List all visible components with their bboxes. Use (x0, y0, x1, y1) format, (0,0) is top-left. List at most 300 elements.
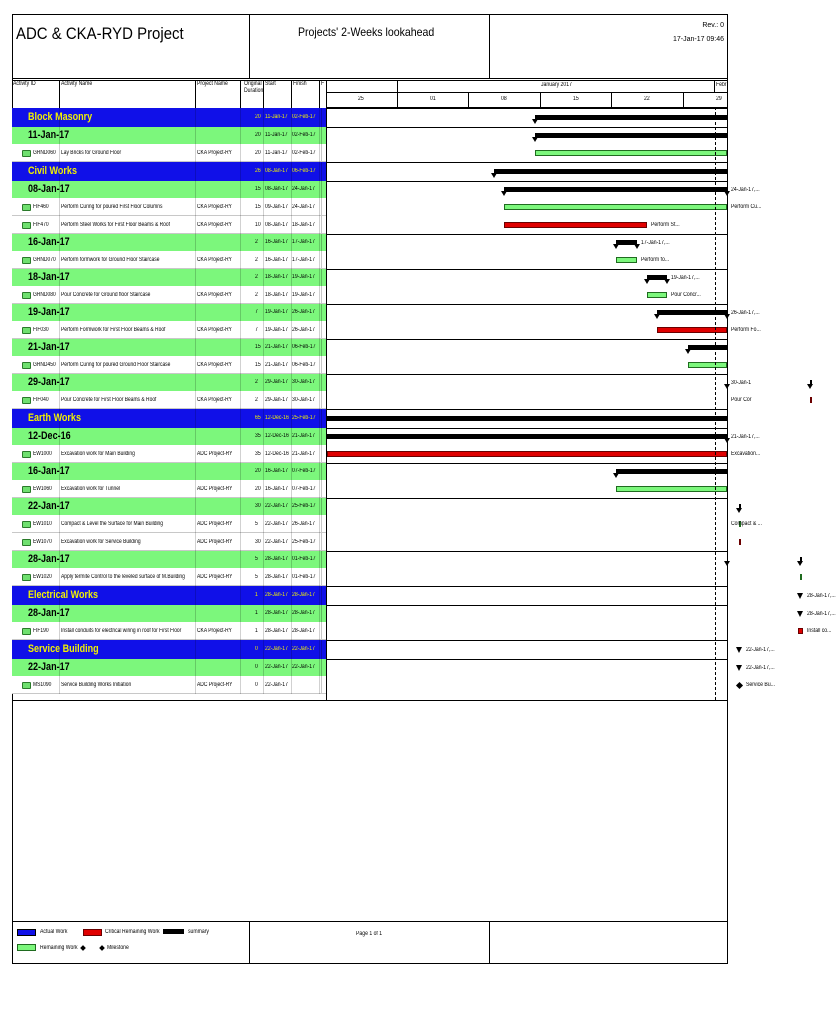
legend-critical-label: Critical Remaining Work (105, 929, 160, 935)
flag-cell (321, 391, 326, 408)
activity-id-cell: FIF040 (33, 397, 49, 403)
project-name-cell: CKA Project-RY (197, 628, 232, 634)
bar-label: Perform fo... (640, 257, 669, 263)
duration-cell: 0 (255, 682, 258, 688)
summary-cap-icon (532, 119, 538, 124)
data-date-line (715, 107, 716, 700)
start-cell: 12-Dec-16 (265, 451, 289, 457)
finish-cell: 18-Jan-17 (292, 222, 315, 228)
project-name-cell: CKA Project-RY (197, 150, 232, 156)
colhdr-sep (291, 80, 292, 108)
activity-id-cell: GRND450 (33, 362, 56, 368)
flag-cell (321, 251, 326, 268)
bar-label: 17-Jan-17,... (640, 240, 670, 246)
wbs-group-label: 22-Jan-17 (28, 500, 70, 512)
start-cell: 08-Jan-17 (265, 186, 288, 192)
duration-cell: 65 (255, 415, 261, 421)
activity-bar-icon (22, 397, 31, 404)
header-divider-v1 (249, 14, 250, 78)
summary-bar[interactable] (535, 133, 727, 138)
activity-id-cell: GRND070 (33, 257, 56, 263)
activity-id-cell: GRND060 (33, 150, 56, 156)
colhdr-sep (195, 80, 196, 108)
flag-cell (321, 162, 326, 181)
wbs-project-label: Electrical Works (28, 589, 99, 601)
flag-cell (321, 586, 326, 605)
timescale-week-tick (397, 92, 398, 107)
report-date: 17-Jan-17 09:46 (673, 36, 724, 43)
footer-sep1 (249, 921, 250, 964)
table-bottom-line (12, 700, 728, 701)
duration-cell: 15 (255, 204, 261, 210)
flag-cell (321, 515, 326, 532)
duration-cell: 26 (255, 168, 261, 174)
activity-name-cell: Perform Formwork for First Floor Beams & Roof (61, 327, 166, 333)
flag-cell (321, 551, 326, 568)
timescale-week-tick (540, 92, 541, 107)
bar-label: 24-Jan-17,... (731, 187, 760, 193)
start-cell: 28-Jan-17 (265, 610, 288, 616)
start-cell: 08-Jan-17 (265, 222, 288, 228)
bar-label: 30-Jan-1 (731, 380, 752, 386)
gantt-row-divider (327, 640, 727, 641)
activity-name-cell: Perform Steel Works for First Floor Beams & Roof (61, 222, 171, 228)
start-cell: 28-Jan-17 (265, 592, 288, 598)
duration-cell: 2 (255, 379, 258, 385)
duration-cell: 1 (255, 628, 258, 634)
critical-bar[interactable] (810, 397, 812, 403)
activity-bar-icon (22, 539, 31, 546)
start-cell: 08-Jan-17 (265, 168, 288, 174)
wbs-group-label: 16-Jan-17 (28, 236, 70, 248)
duration-cell: 1 (255, 592, 258, 598)
start-cell: 18-Jan-17 (265, 274, 288, 280)
start-cell: 09-Jan-17 (265, 204, 288, 210)
duration-cell: 35 (255, 451, 261, 457)
page-number: Page 1 of 1 (356, 931, 383, 937)
finish-cell: 24-Jan-17 (292, 204, 315, 210)
flag-cell (321, 198, 326, 215)
duration-cell: 5 (255, 574, 258, 580)
duration-cell: 15 (255, 362, 261, 368)
summary-bar[interactable] (494, 169, 727, 174)
activity-name-cell: Install conduits for electrical wiring in roof for First Floor (61, 628, 182, 634)
timescale-next-month: Febr (716, 82, 727, 88)
activity-id-cell: FIF470 (33, 222, 49, 228)
start-cell: 19-Jan-17 (265, 309, 288, 315)
activity-bar-icon (22, 257, 31, 264)
summary-cap-icon (664, 279, 670, 284)
start-cell: 29-Jan-17 (265, 379, 288, 385)
flag-cell (321, 127, 326, 144)
start-cell: 22-Jan-17 (265, 646, 288, 652)
start-cell: 19-Jan-17 (265, 327, 288, 333)
critical-bar[interactable] (327, 451, 727, 457)
gantt-row-divider (327, 108, 727, 109)
finish-cell: 06-Feb-17 (292, 344, 316, 350)
summary-cap-icon (724, 314, 730, 319)
colhdr-activity-id[interactable]: Activity ID (13, 81, 36, 87)
finish-cell: 19-Jan-17 (292, 274, 315, 280)
duration-cell: 0 (255, 664, 258, 670)
header-divider-v2 (489, 14, 490, 78)
duration-cell: 2 (255, 397, 258, 403)
remaining-bar[interactable] (688, 362, 727, 368)
activity-name-cell: Pour Concrete for First Floor Beams & Roof (61, 397, 157, 403)
bar-label: 28-Jan-17,... (807, 611, 836, 617)
bar-label: 26-Jan-17,... (731, 310, 760, 316)
activity-name-cell: Perform Curing for poured Ground Floor Staircase (61, 362, 171, 368)
finish-cell: 01-Feb-17 (292, 574, 316, 580)
footer-top-line (12, 921, 728, 922)
timescale-week-label: 08 (501, 96, 507, 102)
flag-cell (321, 108, 326, 127)
timescale-week-tick (611, 92, 612, 107)
timescale-week-tick (683, 92, 684, 107)
bar-label: 22-Jan-17,... (745, 647, 775, 653)
summary-cap-icon (685, 349, 691, 354)
activity-name-cell: Excavation work for Service Building (61, 539, 141, 545)
project-name-cell: CKA Project-RY (197, 327, 232, 333)
activity-bar-icon (22, 150, 31, 157)
duration-cell: 0 (255, 646, 258, 652)
project-name-cell: CKA Project-RY (197, 222, 232, 228)
project-name-cell: CKA Project-RY (197, 257, 232, 263)
critical-bar[interactable] (504, 222, 647, 228)
activity-id-cell: FIF190 (33, 628, 49, 634)
duration-cell: 20 (255, 132, 261, 138)
remaining-bar[interactable] (616, 486, 727, 492)
flag-cell (321, 374, 326, 391)
bar-label: 22-Jan-17,... (745, 665, 775, 671)
bar-label: Service Bu... (745, 682, 775, 688)
activity-id-cell: FIF460 (33, 204, 49, 210)
duration-cell: 15 (255, 186, 261, 192)
remaining-bar[interactable] (616, 257, 636, 263)
finish-cell: 02-Feb-17 (292, 132, 316, 138)
activity-bar-icon (22, 486, 31, 493)
remaining-bar[interactable] (535, 150, 727, 156)
flag-cell (321, 463, 326, 480)
bar-label: Pour Cor (731, 397, 752, 403)
finish-cell: 30-Jan-17 (292, 397, 315, 403)
legend-actual-label: Actual Work (40, 929, 68, 935)
summary-bar[interactable] (327, 416, 727, 421)
footer-sep2 (489, 921, 490, 964)
legend-actual-swatch (17, 929, 36, 936)
project-name-cell: ADC Project-RY (197, 521, 233, 527)
timescale-week-label: 01 (429, 96, 436, 102)
summary-cap-icon (654, 314, 660, 319)
project-name-cell: CKA Project-RY (197, 362, 232, 368)
activity-id-cell: EW1010 (33, 521, 52, 527)
gantt-row-divider (327, 463, 727, 464)
activity-id-cell: EW1000 (33, 451, 52, 457)
start-cell: 16-Jan-17 (265, 257, 288, 263)
wbs-project-label: Block Masonry (28, 111, 93, 123)
activity-name-cell: Apply termite Control to the leveled surface of M.Building (61, 574, 185, 580)
duration-cell: 20 (255, 486, 261, 492)
start-cell: 22-Jan-17 (265, 682, 288, 688)
finish-cell: 06-Feb-17 (292, 168, 316, 174)
summary-cap-icon (807, 384, 813, 389)
bar-label: 28-Jan-17,... (807, 593, 836, 599)
activity-id-cell: FIF030 (33, 327, 49, 333)
start-cell: 16-Jan-17 (265, 239, 288, 245)
summary-cap-icon (724, 561, 730, 566)
gantt-row-divider (327, 269, 727, 270)
gantt-row-divider (327, 659, 727, 660)
flag-cell (321, 304, 326, 321)
revision-label: Rev.: 0 (702, 22, 724, 29)
flag-cell (321, 409, 326, 428)
timescale-top (326, 80, 728, 81)
project-name-cell: CKA Project-RY (197, 292, 232, 298)
wbs-group-label: 28-Jan-17 (28, 553, 70, 565)
finish-cell: 28-Jan-17 (292, 592, 315, 598)
start-cell: 22-Jan-17 (265, 664, 288, 670)
summary-bar[interactable] (616, 469, 727, 474)
gantt-row-divider (327, 409, 727, 410)
colhdr-finish[interactable]: Finish (293, 81, 307, 87)
gantt-row-divider (327, 551, 727, 552)
summary-bar[interactable] (657, 310, 727, 315)
table-col-sep (59, 108, 60, 694)
bar-label: Perform St... (651, 222, 680, 228)
duration-cell: 10 (255, 222, 261, 228)
activity-name-cell: Perform formwork for Ground Floor Staircase (61, 257, 160, 263)
gantt-row-divider (327, 498, 727, 499)
colhdr-flag[interactable]: F (321, 81, 325, 87)
activity-id-cell: EW1060 (33, 486, 52, 492)
colhdr-orig-line2: Duration (244, 88, 264, 94)
flag-cell (321, 216, 326, 233)
activity-bar-icon (22, 204, 31, 211)
wbs-group-label: 11-Jan-17 (28, 129, 70, 141)
finish-cell: 19-Jan-17 (292, 292, 315, 298)
gantt-row-divider (327, 234, 727, 235)
activity-name-cell: Pour Concrete for Ground floor Staircase (61, 292, 151, 298)
activity-bar-icon (22, 451, 31, 458)
flag-cell (321, 356, 326, 373)
flag-cell (321, 640, 326, 659)
wbs-group-label: 08-Jan-17 (28, 183, 70, 195)
finish-cell: 26-Jan-17 (292, 521, 315, 527)
flag-cell (321, 144, 326, 161)
finish-cell: 30-Jan-17 (292, 379, 315, 385)
project-name-cell: ADC Project-RY (197, 682, 233, 688)
wbs-project-label: Civil Works (28, 165, 77, 177)
summary-cap-icon (644, 279, 650, 284)
activity-bar-icon (22, 521, 31, 528)
duration-cell: 2 (255, 257, 258, 263)
duration-cell: 2 (255, 292, 258, 298)
flag-cell (321, 568, 326, 585)
start-cell: 11-Jan-17 (265, 132, 288, 138)
milestone-icon[interactable] (797, 593, 803, 599)
flag-cell (321, 321, 326, 338)
start-cell: 22-Jan-17 (265, 521, 288, 527)
flag-cell (321, 605, 326, 622)
finish-cell: 25-Feb-17 (292, 539, 316, 545)
duration-cell: 5 (255, 521, 258, 527)
timescale-month-right (714, 80, 715, 92)
summary-cap-icon (797, 561, 803, 566)
gantt-row-divider (327, 586, 727, 587)
activity-name-cell: Perform Curing for poured First Floor Columns (61, 204, 163, 210)
summary-cap-icon (613, 244, 619, 249)
start-cell: 11-Jan-17 (265, 114, 288, 120)
wbs-group-label: 29-Jan-17 (28, 376, 70, 388)
activity-bar-icon (22, 362, 31, 369)
activity-name-cell: Lay Bricks for Ground Floor (61, 150, 122, 156)
project-title: ADC & CKA-RYD Project (16, 24, 184, 43)
flag-cell (321, 286, 326, 303)
wbs-project-label: Earth Works (28, 412, 81, 424)
bar-label: Perform Fo... (731, 327, 761, 333)
finish-cell: 21-Jan-17 (292, 433, 315, 439)
flag-cell (321, 622, 326, 639)
summary-bar[interactable] (535, 115, 727, 120)
bar-label: 19-Jan-17,... (671, 275, 701, 281)
wbs-group-label: 21-Jan-17 (28, 341, 70, 353)
summary-bar[interactable] (327, 434, 727, 439)
table-col-sep (291, 108, 292, 694)
finish-cell: 21-Jan-17 (292, 451, 315, 457)
remaining-bar[interactable] (504, 204, 727, 210)
activity-name-cell: Service Building Works Initiation (61, 682, 132, 688)
start-cell: 22-Jan-17 (265, 503, 288, 509)
legend-remaining-swatch (17, 944, 36, 951)
duration-cell: 1 (255, 610, 258, 616)
remaining-bar[interactable] (800, 574, 802, 580)
project-name-cell: ADC Project-RY (197, 451, 233, 457)
activity-bar-icon (22, 327, 31, 334)
duration-cell: 35 (255, 433, 261, 439)
colhdr-project-name[interactable]: Project Name (197, 81, 228, 87)
milestone-icon[interactable] (797, 611, 803, 617)
start-cell: 21-Jan-17 (265, 344, 288, 350)
activity-name-cell: Compact & Level the Surface for Main Building (61, 521, 164, 527)
bar-label: 21-Jan-17,... (731, 434, 760, 440)
activity-id-cell: EW1020 (33, 574, 52, 580)
flag-cell (321, 445, 326, 462)
flag-cell (321, 659, 326, 676)
colhdr-sep (319, 80, 320, 108)
critical-bar[interactable] (739, 539, 741, 545)
table-col-sep (240, 108, 241, 694)
legend-summary-swatch (163, 929, 184, 934)
summary-cap-icon (491, 173, 497, 178)
flag-cell (321, 339, 326, 356)
activity-name-cell: Excavation work for Main Building (61, 451, 135, 457)
wbs-group-label: 28-Jan-17 (28, 607, 70, 619)
summary-cap-icon (501, 191, 507, 196)
duration-cell: 15 (255, 344, 261, 350)
critical-bar[interactable] (798, 628, 803, 634)
activity-bar-icon (22, 574, 31, 581)
gantt-row-divider (327, 605, 727, 606)
activity-bar-icon (22, 682, 31, 689)
flag-cell (321, 269, 326, 286)
project-name-cell: ADC Project-RY (197, 486, 233, 492)
legend-critical-swatch (83, 929, 102, 936)
timescale-week-label: 29 (715, 96, 722, 102)
colhdr-original-duration[interactable] (244, 81, 263, 95)
summary-cap-icon (724, 438, 730, 443)
activity-id-cell: GRND080 (33, 292, 56, 298)
flag-cell (321, 428, 326, 445)
table-col-sep (319, 108, 320, 694)
timescale-month-left (397, 80, 398, 92)
flag-cell (321, 234, 326, 251)
duration-cell: 30 (255, 539, 261, 545)
activity-bar-icon (22, 292, 31, 299)
colhdr-sep (59, 80, 60, 108)
table-col-sep (195, 108, 196, 694)
activity-name-cell: Excavation work for Tunnel (61, 486, 121, 492)
milestone-diamond-icon[interactable] (736, 682, 743, 689)
summary-bar[interactable] (688, 345, 727, 350)
start-cell: 28-Jan-17 (265, 628, 288, 634)
finish-cell: 26-Jan-17 (292, 309, 315, 315)
finish-cell: 17-Jan-17 (292, 257, 315, 263)
colhdr-sep (240, 80, 241, 108)
duration-cell: 20 (255, 150, 261, 156)
report-subtitle: Projects' 2-Weeks lookahead (298, 25, 435, 39)
finish-cell: 07-Feb-17 (292, 486, 316, 492)
table-col-sep (263, 108, 264, 694)
milestone-icon[interactable] (736, 647, 742, 653)
milestone-icon[interactable] (736, 665, 742, 671)
start-cell: 16-Jan-17 (265, 468, 288, 474)
bar-label: Compact & ... (731, 521, 762, 527)
finish-cell: 22-Jan-17 (292, 664, 315, 670)
finish-cell: 25-Feb-17 (292, 503, 316, 509)
bar-label: Pour Concr... (671, 292, 702, 298)
finish-cell: 25-Feb-17 (292, 415, 316, 421)
duration-cell: 2 (255, 239, 258, 245)
start-cell: 12-Dec-16 (265, 433, 289, 439)
start-cell: 21-Jan-17 (265, 362, 288, 368)
header-divider (12, 78, 728, 79)
finish-cell: 22-Jan-17 (292, 646, 315, 652)
duration-cell: 7 (255, 327, 258, 333)
wbs-group-label: 12-Dec-16 (28, 430, 71, 442)
gantt-left-border (326, 80, 327, 701)
critical-bar[interactable] (657, 327, 727, 333)
gantt-row-divider (327, 339, 727, 340)
project-name-cell: ADC Project-RY (197, 574, 233, 580)
remaining-bar[interactable] (647, 292, 667, 298)
colhdr-activity-name[interactable]: Activity Name (61, 81, 93, 87)
legend-summary-label: summary (188, 929, 209, 935)
summary-cap-icon (634, 244, 640, 249)
project-name-cell: CKA Project-RY (197, 397, 232, 403)
summary-cap-icon (724, 191, 730, 196)
flag-cell (321, 676, 326, 693)
timescale-week-label: 25 (358, 96, 364, 102)
finish-cell: 17-Jan-17 (292, 239, 315, 245)
wbs-group-label: 18-Jan-17 (28, 271, 70, 283)
colhdr-start[interactable]: Start (265, 81, 276, 87)
finish-cell: 02-Feb-17 (292, 150, 316, 156)
finish-cell: 02-Feb-17 (292, 114, 316, 120)
start-cell: 28-Jan-17 (265, 574, 288, 580)
timescale-week-label: 22 (644, 96, 650, 102)
legend-remaining-label: Remaining Work (40, 945, 78, 951)
summary-bar[interactable] (504, 187, 727, 192)
